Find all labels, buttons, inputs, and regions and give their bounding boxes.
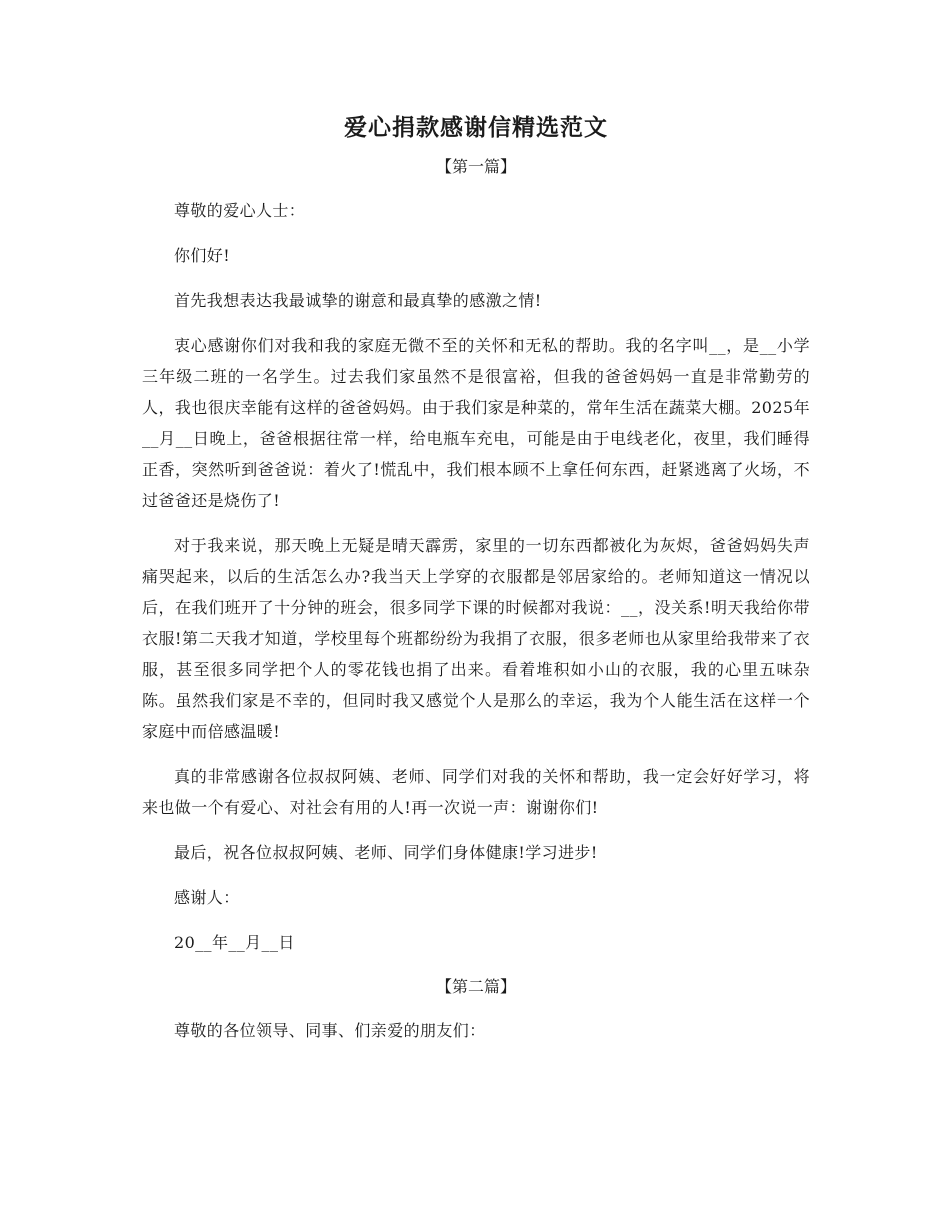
salutation: 尊敬的各位领导、同事、们亲爱的朋友们： [174,1021,486,1040]
section-heading-1: 【第一篇】 [435,157,516,176]
closing-wishes: 最后，祝各位叔叔阿姨、老师、同学们身体健康!学习进步! [174,843,598,862]
document-page [142,108,810,1060]
body-paragraph: 对于我来说，那天晚上无疑是晴天霹雳，家里的一切东西都被化为灰烬，爸爸妈妈失声痛哭起来，以后的生活怎么办?我当天上学穿的衣服都是邻居家给的。老师知道这一情况以后，在我们班开了十分钟的班会，很多同学下课的时候都对我说：__，没关系!明天我给你带衣服!第二天我才知道，学校里每个班都纷纷为我捐了衣服，很多老师也从家里给我带来了衣服，甚至很多同学把个人的零花钱也捐了出来。看着堆积如小山的衣服，我的心里五味杂陈。虽然我们家是不幸的，但同时我又感觉个人是那么的幸运，我为个人能生活在这样一个家庭中而倍感温暖! [142,536,810,741]
body-paragraph: 衷心感谢你们对我和我的家庭无微不至的关怀和无私的帮助。我的名字叫__，是__小学三年级二班的一名学生。过去我们家虽然不是很富裕，但我的爸爸妈妈一直是非常勤劳的人，我也很庆幸能有这样的爸爸妈妈。由于我们家是种菜的，常年生活在蔬菜大棚。2025年__月__日晚上，爸爸根据往常一样，给电瓶车充电，可能是由于电线老化，夜里，我们睡得正香，突然听到爸爸说：着火了!慌乱中，我们根本顾不上拿任何东西，赶紧逃离了火场，不过爸爸还是烧伤了! [142,336,810,510]
greeting: 你们好! [174,246,231,265]
signature-date: 20__年__月__日 [174,933,295,952]
body-paragraph: 首先我想表达我最诚挚的谢意和最真挚的感激之情! [174,291,542,310]
salutation: 尊敬的爱心人士： [174,201,306,220]
document-title: 爱心捐款感谢信精选范文 [344,114,608,141]
signature-label: 感谢人： [174,888,240,907]
section-heading-2: 【第二篇】 [435,977,516,996]
body-paragraph: 真的非常感谢各位叔叔阿姨、老师、同学们对我的关怀和帮助，我一定会好好学习，将来也做一个有爱心、对社会有用的人!再一次说一声：谢谢你们! [142,767,810,817]
